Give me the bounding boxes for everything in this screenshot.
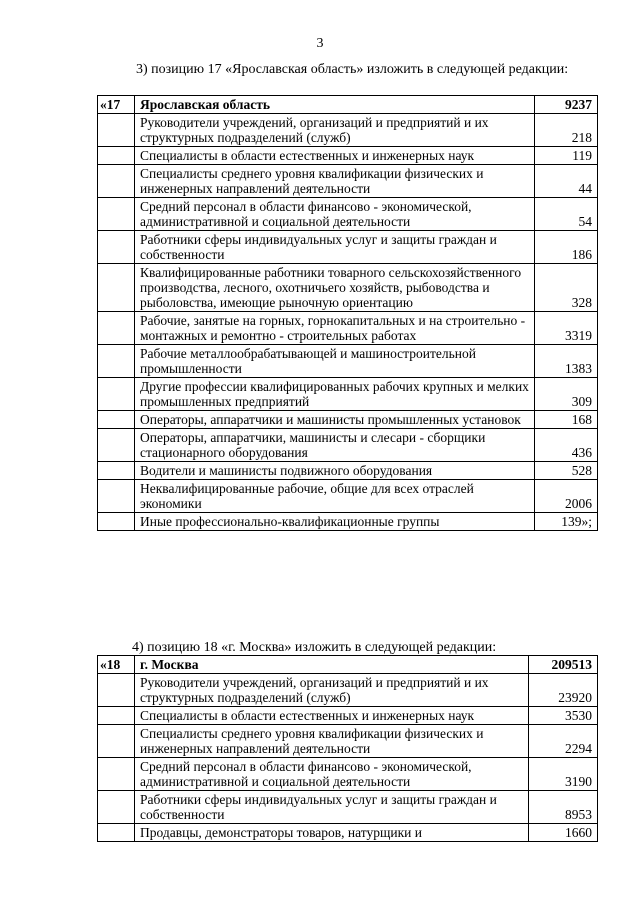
empty-code-cell — [98, 378, 135, 411]
table-row — [98, 707, 598, 725]
empty-code-cell — [98, 480, 135, 513]
occupation-group: Специалисты среднего уровня квалификации физических и инженерных направлений деятельности — [135, 725, 529, 758]
empty-code-cell — [98, 707, 135, 725]
empty-code-cell — [98, 147, 135, 165]
table-row — [98, 147, 598, 165]
table-row — [98, 378, 598, 411]
occupation-group: Средний персонал в области финансово - экономической, административной и социальной деятельности — [135, 758, 529, 791]
section3-intro: 3) позицию 17 «Ярославская область» изложить в следующей редакции: — [136, 62, 569, 77]
section3-table — [97, 95, 598, 531]
region-name: г. Москва — [135, 656, 529, 674]
occupation-group: Операторы, аппаратчики и машинисты промышленных установок — [135, 411, 535, 429]
table-row — [98, 312, 598, 345]
empty-code-cell — [98, 791, 135, 824]
occupation-value: 139»; — [535, 513, 598, 531]
empty-code-cell — [98, 312, 135, 345]
table-row — [98, 345, 598, 378]
occupation-group: Работники сферы индивидуальных услуг и защиты граждан и собственности — [135, 231, 535, 264]
empty-code-cell — [98, 513, 135, 531]
occupation-value: 44 — [535, 165, 598, 198]
occupation-value: 436 — [535, 429, 598, 462]
occupation-value: 3530 — [529, 707, 598, 725]
empty-code-cell — [98, 165, 135, 198]
section4-intro: 4) позицию 18 «г. Москва» изложить в следующей редакции: — [132, 640, 497, 655]
occupation-group: Рабочие металлообрабатывающей и машиностроительной промышленности — [135, 345, 535, 378]
empty-code-cell — [98, 264, 135, 312]
empty-code-cell — [98, 345, 135, 378]
occupation-group: Неквалифицированные рабочие, общие для всех отраслей экономики — [135, 480, 535, 513]
occupation-value: 3319 — [535, 312, 598, 345]
region-total: 9237 — [535, 96, 598, 114]
occupation-group: Другие профессии квалифицированных рабочих крупных и мелких промышленных предприятий — [135, 378, 535, 411]
empty-code-cell — [98, 198, 135, 231]
table-row — [98, 480, 598, 513]
occupation-group: Рабочие, занятые на горных, горнокапитальных и на строительно - монтажных и ремонтно - строительных работах — [135, 312, 535, 345]
occupation-value: 23920 — [529, 674, 598, 707]
occupation-group: Продавцы, демонстраторы товаров, натурщики и — [135, 824, 529, 842]
occupation-group: Руководители учреждений, организаций и предприятий и их структурных подразделений (служб) — [135, 674, 529, 707]
region-total: 209513 — [529, 656, 598, 674]
occupation-group: Операторы, аппаратчики, машинисты и слесари - сборщики стационарного оборудования — [135, 429, 535, 462]
occupation-value: 186 — [535, 231, 598, 264]
table-row — [98, 429, 598, 462]
table-row — [98, 411, 598, 429]
empty-code-cell — [98, 231, 135, 264]
position-code: «18 — [98, 656, 135, 674]
table-row — [98, 791, 598, 824]
occupation-group: Специалисты в области естественных и инженерных наук — [135, 147, 535, 165]
occupation-group: Специалисты среднего уровня квалификации физических и инженерных направлений деятельности — [135, 165, 535, 198]
occupation-group: Работники сферы индивидуальных услуг и защиты граждан и собственности — [135, 791, 529, 824]
occupation-group: Квалифицированные работники товарного сельскохозяйственного производства, лесного, охотничьего хозяйств, рыбоводства и рыболовства, имеющие рыночную ориентацию — [135, 264, 535, 312]
table-row — [98, 165, 598, 198]
occupation-group: Средний персонал в области финансово - экономической, административной и социальной деятельности — [135, 198, 535, 231]
occupation-value: 119 — [535, 147, 598, 165]
occupation-value: 309 — [535, 378, 598, 411]
table-row — [98, 725, 598, 758]
occupation-value: 1383 — [535, 345, 598, 378]
empty-code-cell — [98, 462, 135, 480]
empty-code-cell — [98, 429, 135, 462]
table-header-row — [98, 656, 598, 674]
occupation-value: 2294 — [529, 725, 598, 758]
position-code: «17 — [98, 96, 135, 114]
occupation-value: 528 — [535, 462, 598, 480]
occupation-group: Специалисты в области естественных и инженерных наук — [135, 707, 529, 725]
occupation-group: Руководители учреждений, организаций и предприятий и их структурных подразделений (служб) — [135, 114, 535, 147]
page-number: 3 — [316, 36, 324, 51]
occupation-value: 328 — [535, 264, 598, 312]
empty-code-cell — [98, 725, 135, 758]
occupation-value: 1660 — [529, 824, 598, 842]
table-row — [98, 198, 598, 231]
empty-code-cell — [98, 114, 135, 147]
table-row — [98, 758, 598, 791]
occupation-value: 2006 — [535, 480, 598, 513]
section4-table — [97, 655, 598, 842]
occupation-value: 168 — [535, 411, 598, 429]
empty-code-cell — [98, 824, 135, 842]
table-row — [98, 824, 598, 842]
table-row — [98, 674, 598, 707]
occupation-group: Иные профессионально-квалификационные группы — [135, 513, 535, 531]
region-name: Ярославская область — [135, 96, 535, 114]
table-row — [98, 231, 598, 264]
empty-code-cell — [98, 411, 135, 429]
table-row — [98, 114, 598, 147]
occupation-value: 218 — [535, 114, 598, 147]
empty-code-cell — [98, 758, 135, 791]
occupation-value: 8953 — [529, 791, 598, 824]
table-header-row — [98, 96, 598, 114]
occupation-value: 54 — [535, 198, 598, 231]
occupation-group: Водители и машинисты подвижного оборудования — [135, 462, 535, 480]
table-row — [98, 462, 598, 480]
empty-code-cell — [98, 674, 135, 707]
table-row — [98, 513, 598, 531]
occupation-value: 3190 — [529, 758, 598, 791]
table-row — [98, 264, 598, 312]
